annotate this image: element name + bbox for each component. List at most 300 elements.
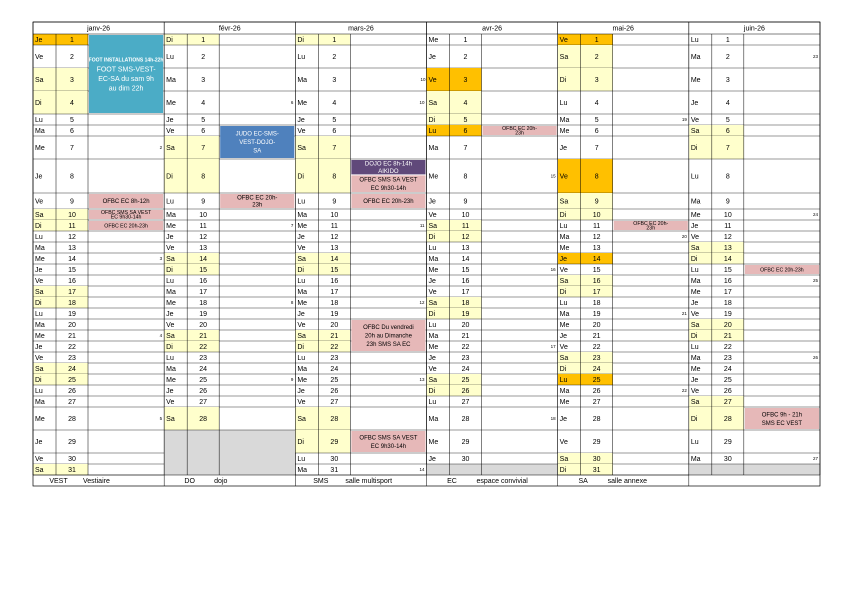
- event-text: FOOT INSTALLATIONS 14h-22h: [88, 57, 164, 64]
- day-number: 21: [68, 332, 76, 340]
- day-number: 14: [723, 255, 732, 263]
- day-number: 4: [70, 99, 74, 107]
- weekday-label: Me: [166, 222, 176, 230]
- weekday-label: Me: [428, 266, 439, 274]
- event-text: EC 9h30-14h: [370, 443, 407, 450]
- weekday-label: Me: [297, 376, 308, 384]
- week-number: 4: [159, 333, 163, 339]
- day-number: 18: [461, 299, 470, 307]
- event-text: OFBC EC 8h-12h: [102, 199, 150, 206]
- weekday-label: Di: [35, 222, 42, 230]
- weekday-label: Ve: [35, 53, 44, 61]
- day-number: 7: [463, 144, 468, 152]
- weekday-label: Me: [559, 398, 570, 406]
- weekday-label: Je: [690, 222, 699, 230]
- day-number: 21: [723, 332, 732, 340]
- day-number: 28: [592, 415, 601, 423]
- weekday-label: Je: [297, 116, 305, 124]
- weekday-label: Ve: [559, 173, 568, 181]
- day-number: 31: [330, 466, 339, 474]
- week-number: 24: [812, 212, 818, 218]
- day-number: 31: [68, 466, 76, 474]
- weekday-label: Ma: [690, 198, 701, 206]
- weekday-label: Je: [559, 144, 568, 152]
- day-number: 11: [199, 222, 207, 230]
- day-number: 12: [199, 233, 208, 241]
- weekday-label: Ma: [35, 321, 45, 329]
- month-header: mai-26: [612, 25, 634, 33]
- weekday-label: Sa: [690, 321, 700, 329]
- day-number: 2: [201, 53, 206, 61]
- weekday-label: Sa: [428, 376, 438, 384]
- day-number: 11: [461, 222, 470, 230]
- day-number: 16: [330, 277, 339, 285]
- weekday-label: Ma: [166, 211, 176, 219]
- day-number: 8: [201, 173, 206, 181]
- weekday-label: Me: [166, 299, 176, 307]
- day-number: 14: [199, 255, 208, 263]
- day-number: 16: [461, 277, 470, 285]
- day-number: 18: [723, 299, 732, 307]
- week-number: 18: [550, 416, 556, 422]
- weekday-label: Di: [559, 365, 567, 373]
- day-number: 4: [463, 99, 468, 107]
- calendar-event[interactable]: [745, 265, 819, 274]
- day-number: 30: [330, 455, 339, 463]
- event-text: OFBC Du vendredi: [363, 325, 414, 332]
- weekday-label: Di: [428, 233, 436, 241]
- weekday-label: Sa: [297, 255, 306, 263]
- weekday-label: Sa: [35, 466, 44, 474]
- day-number: 15: [461, 266, 470, 274]
- weekday-label: Sa: [35, 211, 44, 219]
- day-number: 24: [330, 365, 339, 373]
- day-number: 27: [199, 398, 208, 406]
- day-number: 28: [68, 415, 76, 423]
- event-text: OFBC EC 20h-: [237, 195, 278, 202]
- day-number: 1: [725, 36, 730, 44]
- weekday-label: Ve: [428, 76, 437, 84]
- day-number: 12: [461, 233, 470, 241]
- weekday-label: Ve: [166, 127, 175, 135]
- day-number: 4: [594, 99, 599, 107]
- legend-label: espace convivial: [476, 477, 528, 485]
- weekday-label: Ve: [428, 211, 437, 219]
- day-number: 28: [723, 415, 732, 423]
- day-number: 13: [592, 244, 601, 252]
- day-number: 28: [199, 415, 208, 423]
- day-number: 12: [723, 233, 732, 241]
- weekday-label: Sa: [166, 415, 175, 423]
- weekday-label: Ma: [690, 53, 701, 61]
- weekday-label: Lu: [166, 354, 174, 362]
- day-number: 8: [70, 173, 74, 181]
- weekday-label: Je: [559, 415, 568, 423]
- day-number: 9: [463, 198, 468, 206]
- day-number: 26: [461, 387, 470, 395]
- weekday-label: Ma: [428, 255, 439, 263]
- day-number: 9: [201, 198, 206, 206]
- event-text: OFBC EC 20h-23h: [363, 199, 414, 206]
- day-number: 9: [725, 198, 730, 206]
- weekday-label: Je: [35, 36, 43, 44]
- day-number: 23: [592, 354, 601, 362]
- weekday-label: Je: [559, 255, 568, 263]
- week-number: 3: [159, 256, 163, 262]
- weekday-label: Lu: [35, 233, 43, 241]
- week-number: 9: [290, 377, 294, 383]
- weekday-label: Ma: [297, 288, 308, 296]
- weekday-label: Je: [428, 53, 436, 61]
- day-number: 20: [461, 321, 470, 329]
- weekday-label: Je: [428, 455, 436, 463]
- event-block[interactable]: [89, 35, 163, 113]
- day-number: 17: [68, 288, 76, 296]
- weekday-label: Sa: [428, 99, 438, 107]
- weekday-label: Ve: [297, 321, 306, 329]
- day-number: 24: [592, 365, 601, 373]
- day-number: 22: [330, 343, 339, 351]
- weekday-label: Sa: [297, 144, 306, 152]
- weekday-label: Sa: [297, 415, 306, 423]
- day-number: 10: [330, 211, 339, 219]
- day-number: 4: [725, 99, 730, 107]
- weekday-label: Me: [35, 255, 45, 263]
- day-number: 2: [332, 53, 337, 61]
- day-number: 26: [330, 387, 339, 395]
- day-number: 18: [330, 299, 339, 307]
- weekday-label: Di: [166, 343, 173, 351]
- day-number: 11: [724, 222, 732, 230]
- week-number: 26: [812, 355, 818, 361]
- day-number: 15: [330, 266, 339, 274]
- weekday-label: Di: [428, 310, 436, 318]
- day-number: 2: [725, 53, 730, 61]
- weekday-label: Me: [428, 438, 439, 446]
- weekday-label: Ve: [690, 233, 700, 241]
- week-number: 14: [419, 467, 425, 473]
- event-text: OFBC EC 20h-23h: [104, 223, 148, 230]
- weekday-label: Di: [35, 376, 42, 384]
- weekday-label: Di: [690, 255, 698, 263]
- day-number: 21: [461, 332, 470, 340]
- day-number: 23: [330, 354, 339, 362]
- day-number: 25: [330, 376, 339, 384]
- day-number: 10: [68, 211, 76, 219]
- weekday-label: Me: [559, 244, 570, 252]
- month-header: avr-26: [482, 25, 503, 33]
- day-number: 7: [332, 144, 337, 152]
- event-text: OFBC SMS SA VEST: [359, 177, 418, 184]
- weekday-label: Sa: [166, 144, 175, 152]
- week-number: 5: [159, 416, 163, 422]
- weekday-label: Sa: [297, 332, 306, 340]
- day-number: 27: [723, 398, 732, 406]
- weekday-label: Ma: [690, 455, 701, 463]
- weekday-label: Sa: [690, 398, 700, 406]
- day-number: 6: [70, 127, 74, 135]
- weekday-label: Di: [428, 116, 436, 124]
- day-number: 22: [723, 343, 732, 351]
- day-number: 24: [461, 365, 470, 373]
- legend-code: SA: [578, 477, 588, 485]
- day-number: 2: [70, 53, 74, 61]
- day-number: 18: [68, 299, 76, 307]
- day-number: 29: [723, 438, 732, 446]
- day-number: 27: [461, 398, 470, 406]
- day-number: 15: [723, 266, 732, 274]
- weekday-label: Lu: [690, 343, 699, 351]
- day-number: 23: [199, 354, 208, 362]
- weekday-label: Je: [559, 332, 568, 340]
- day-number: 23: [461, 354, 470, 362]
- weekday-label: Me: [297, 299, 308, 307]
- weekday-label: Je: [35, 266, 43, 274]
- day-number: 14: [330, 255, 339, 263]
- weekday-label: Lu: [297, 354, 306, 362]
- weekday-label: Je: [35, 438, 43, 446]
- weekday-label: Je: [428, 354, 436, 362]
- week-number: 15: [550, 173, 556, 179]
- day-number: 9: [332, 198, 337, 206]
- weekday-label: Ma: [35, 244, 45, 252]
- day-number: 10: [723, 211, 732, 219]
- day-number: 26: [592, 387, 601, 395]
- weekday-label: Me: [166, 99, 176, 107]
- day-number: 22: [592, 343, 601, 351]
- legend-code: SMS: [313, 477, 329, 485]
- event-text: OFBC EC 20h-: [633, 221, 669, 228]
- month-header: mars-26: [348, 25, 374, 33]
- day-number: 27: [330, 398, 339, 406]
- calendar-event[interactable]: [220, 126, 294, 158]
- week-number: 17: [550, 344, 556, 350]
- weekday-label: Lu: [428, 127, 437, 135]
- event-text: OFBC EC 20h-23h: [760, 267, 804, 274]
- calendar-event[interactable]: [351, 194, 425, 208]
- day-number: 17: [199, 288, 208, 296]
- weekday-label: Ve: [428, 365, 437, 373]
- weekday-label: Ma: [559, 310, 570, 318]
- weekday-label: Me: [559, 321, 570, 329]
- day-number: 7: [70, 144, 74, 152]
- day-number: 20: [723, 321, 732, 329]
- day-number: 26: [199, 387, 208, 395]
- event-text: DOJO EC 8h-14h: [364, 161, 412, 168]
- day-number: 11: [68, 222, 76, 230]
- day-number: 23: [723, 354, 732, 362]
- day-number: 25: [199, 376, 208, 384]
- day-number: 13: [461, 244, 470, 252]
- calendar-event[interactable]: [351, 431, 425, 452]
- weekday-label: Sa: [690, 244, 700, 252]
- month-header: févr-26: [218, 25, 241, 33]
- empty-day-cell: [164, 453, 295, 464]
- calendar-event[interactable]: [89, 221, 163, 230]
- weekday-label: Lu: [559, 376, 568, 384]
- event-text: JUDO EC-SMS-: [235, 131, 279, 138]
- weekday-label: Di: [690, 144, 698, 152]
- weekday-label: Me: [559, 127, 570, 135]
- legend-code: DO: [184, 477, 195, 485]
- event-text: SMS EC VEST: [761, 420, 803, 427]
- weekday-label: Lu: [690, 36, 699, 44]
- day-number: 1: [332, 36, 337, 44]
- weekday-label: Ma: [428, 332, 439, 340]
- weekday-label: Ve: [166, 244, 175, 252]
- weekday-label: Di: [166, 266, 173, 274]
- calendar-event[interactable]: [351, 175, 425, 192]
- weekday-label: Je: [428, 277, 436, 285]
- weekday-label: Me: [690, 365, 701, 373]
- week-number: 16: [550, 267, 556, 273]
- weekday-label: Lu: [428, 398, 437, 406]
- weekday-label: Je: [297, 387, 305, 395]
- week-number: 25: [812, 278, 818, 284]
- weekday-label: Lu: [166, 277, 174, 285]
- weekday-label: Ma: [559, 116, 570, 124]
- week-number: 12: [419, 300, 425, 306]
- weekday-label: Lu: [297, 198, 306, 206]
- day-number: 15: [199, 266, 208, 274]
- day-number: 14: [592, 255, 601, 263]
- calendar-event[interactable]: [745, 408, 819, 429]
- weekday-label: Je: [297, 310, 305, 318]
- calendar-event[interactable]: [351, 320, 425, 351]
- week-number: 19: [681, 117, 687, 123]
- weekday-label: Je: [297, 233, 305, 241]
- weekday-label: Me: [690, 288, 701, 296]
- day-number: 28: [461, 415, 470, 423]
- weekday-label: Sa: [35, 365, 44, 373]
- weekday-label: Ve: [35, 277, 44, 285]
- weekday-label: Sa: [559, 198, 569, 206]
- weekday-label: Je: [166, 233, 174, 241]
- day-number: 19: [199, 310, 208, 318]
- day-number: 6: [332, 127, 337, 135]
- event-text: 23h: [515, 130, 524, 137]
- weekday-label: Je: [690, 99, 699, 107]
- day-number: 11: [593, 222, 601, 230]
- day-number: 29: [330, 438, 339, 446]
- day-number: 28: [330, 415, 339, 423]
- week-number: 10: [419, 100, 425, 106]
- weekday-label: Lu: [166, 198, 174, 206]
- weekday-label: Je: [690, 376, 699, 384]
- day-number: 17: [592, 288, 601, 296]
- calendar-event[interactable]: [89, 35, 164, 113]
- weekday-label: Ve: [690, 310, 700, 318]
- day-number: 15: [68, 266, 76, 274]
- weekday-label: Ve: [559, 266, 568, 274]
- weekday-label: Di: [559, 466, 567, 474]
- legend-label: dojo: [214, 477, 228, 485]
- day-number: 25: [723, 376, 732, 384]
- day-number: 14: [461, 255, 470, 263]
- week-number: 6: [290, 100, 294, 106]
- day-number: 13: [723, 244, 732, 252]
- day-number: 24: [199, 365, 208, 373]
- weekday-label: Sa: [690, 127, 700, 135]
- day-number: 30: [68, 455, 76, 463]
- calendar-event[interactable]: [351, 160, 425, 175]
- weekday-label: Ve: [35, 354, 44, 362]
- day-number: 1: [594, 36, 599, 44]
- day-number: 25: [68, 376, 76, 384]
- weekday-label: Ve: [35, 455, 44, 463]
- weekday-label: Lu: [297, 277, 306, 285]
- week-number: 22: [681, 388, 687, 394]
- day-number: 21: [199, 332, 208, 340]
- weekday-label: Lu: [35, 387, 43, 395]
- calendar-event[interactable]: [220, 194, 294, 209]
- day-number: 1: [70, 36, 74, 44]
- weekday-label: Lu: [166, 53, 174, 61]
- event-text: EC-SA du sam 9h: [98, 76, 154, 84]
- day-number: 19: [68, 310, 76, 318]
- weekday-label: Ma: [166, 288, 176, 296]
- week-number: 10: [420, 77, 426, 83]
- weekday-label: Di: [297, 173, 304, 181]
- weekday-label: Di: [428, 387, 436, 395]
- day-number: 3: [725, 76, 730, 84]
- calendar-event[interactable]: [89, 194, 163, 208]
- weekday-label: Me: [690, 211, 701, 219]
- day-number: 13: [199, 244, 208, 252]
- day-number: 21: [330, 332, 339, 340]
- weekday-label: Je: [166, 310, 174, 318]
- event-text: 23h: [646, 225, 656, 232]
- legend-label: salle annexe: [607, 477, 647, 485]
- day-number: 5: [70, 116, 74, 124]
- weekday-label: Lu: [559, 299, 568, 307]
- day-number: 19: [723, 310, 732, 318]
- day-number: 3: [463, 76, 468, 84]
- empty-day-cell: [164, 464, 295, 475]
- event-text: 23h: [252, 202, 263, 209]
- day-number: 27: [592, 398, 601, 406]
- day-number: 29: [461, 438, 470, 446]
- day-number: 3: [594, 76, 599, 84]
- weekday-label: Je: [35, 173, 43, 181]
- weekday-label: Di: [559, 211, 567, 219]
- day-number: 30: [592, 455, 601, 463]
- day-number: 7: [725, 144, 730, 152]
- day-number: 6: [463, 127, 468, 135]
- day-number: 5: [463, 116, 468, 124]
- day-number: 22: [199, 343, 208, 351]
- day-number: 31: [592, 466, 601, 474]
- day-number: 18: [199, 299, 208, 307]
- day-number: 10: [199, 211, 208, 219]
- month-header: janv-26: [87, 25, 111, 33]
- weekday-label: Je: [166, 387, 174, 395]
- day-number: 12: [592, 233, 601, 241]
- weekday-label: Sa: [559, 455, 569, 463]
- weekday-label: Me: [35, 332, 45, 340]
- legend-code: EC: [447, 477, 457, 485]
- day-number: 8: [594, 173, 599, 181]
- weekday-label: Ma: [428, 144, 439, 152]
- weekday-label: Di: [35, 299, 42, 307]
- weekday-label: Sa: [166, 255, 175, 263]
- day-number: 30: [461, 455, 470, 463]
- day-number: 27: [68, 398, 76, 406]
- weekday-label: Ma: [297, 211, 308, 219]
- event-text: FOOT SMS-VEST-: [96, 66, 156, 74]
- weekday-label: Ma: [166, 365, 176, 373]
- day-number: 2: [594, 53, 599, 61]
